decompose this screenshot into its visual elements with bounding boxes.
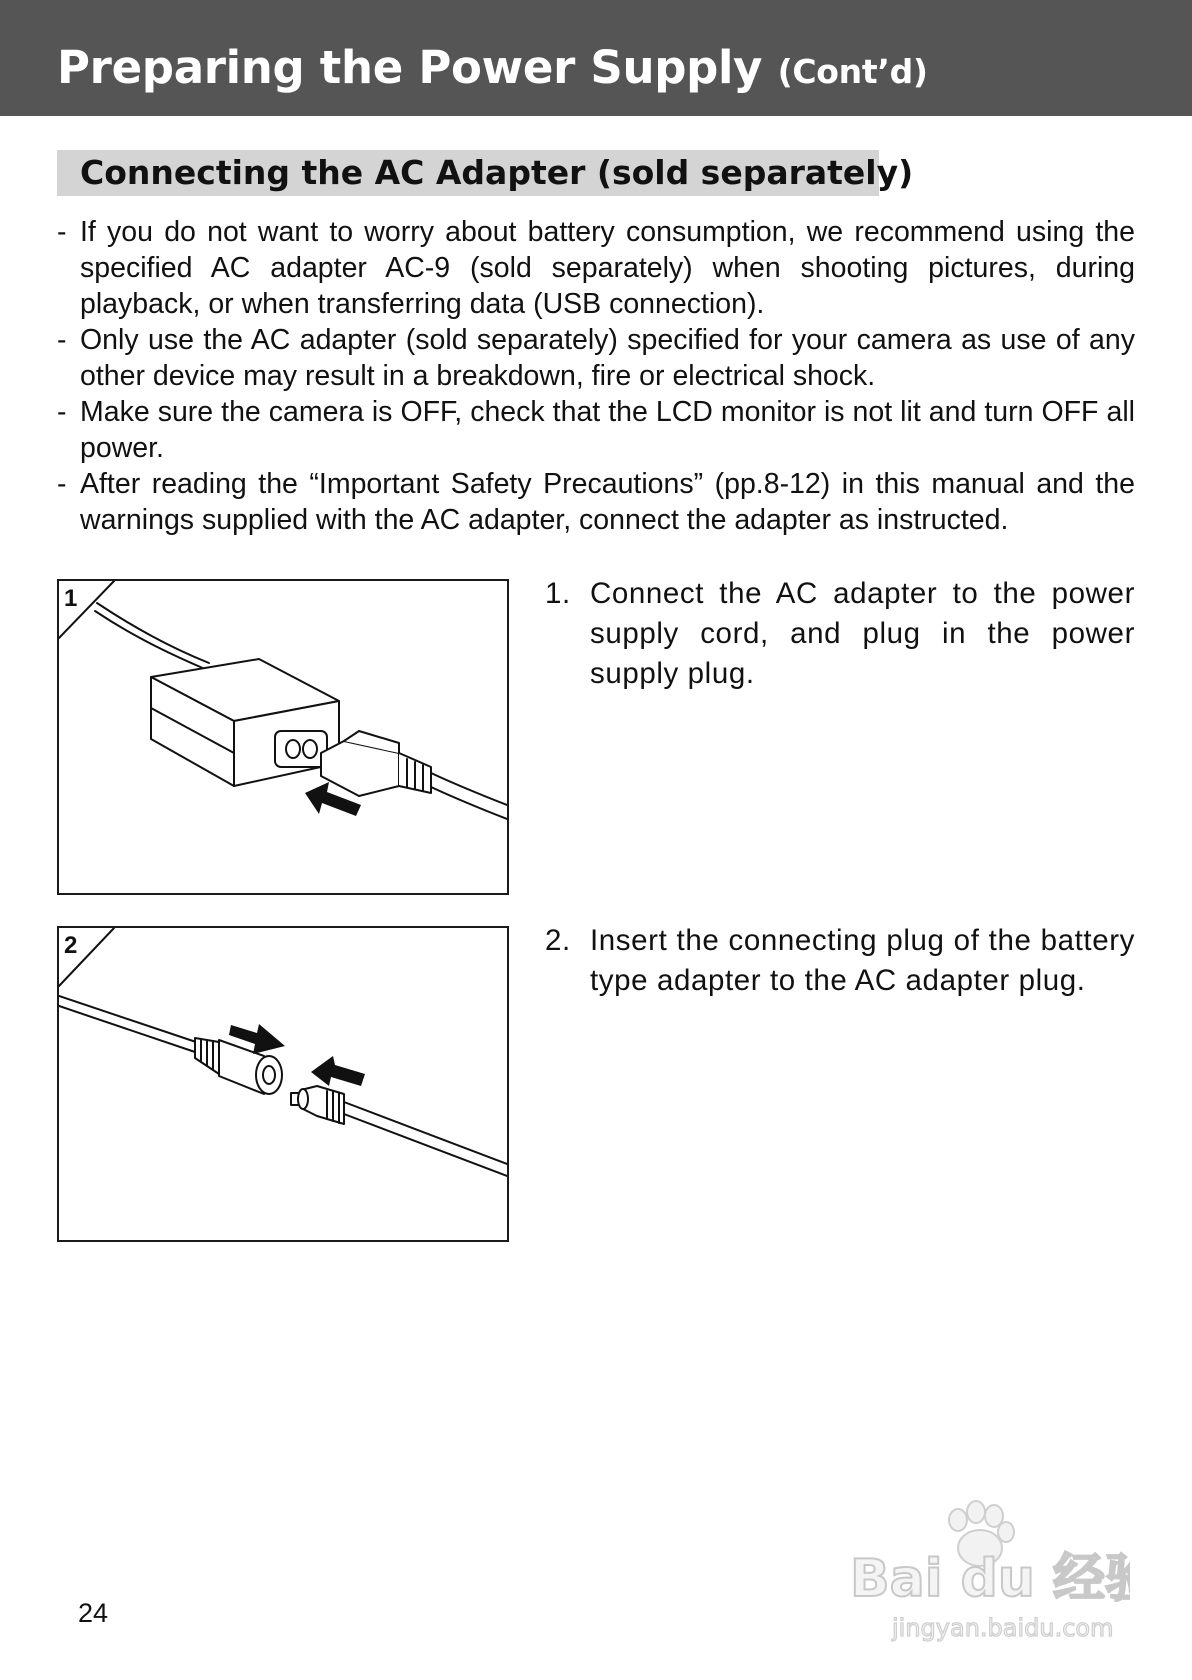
note-item (57, 214, 1135, 322)
notes-list (57, 214, 1135, 538)
power-cord (431, 773, 507, 805)
note-item (57, 466, 1135, 538)
step-text: Connect the AC adapter to the power supply cord, and plug in the power supply plug. (590, 577, 1135, 690)
page-title-text: Preparing the Power Supply (57, 41, 763, 94)
step-number: 2. (545, 924, 571, 957)
baidu-paw-logo (840, 1490, 1130, 1650)
figure-1-ac-adapter (57, 579, 509, 895)
step-number: 1. (545, 577, 571, 610)
insert-arrow-right (311, 1056, 365, 1086)
figure-number: 2 (64, 932, 78, 959)
watermark-brand: Bai du 经验 (850, 1549, 1130, 1609)
bullet-dash: - (57, 216, 67, 248)
step-2 (545, 921, 1135, 1001)
ac-adapter-cord (344, 1102, 507, 1164)
note-text: If you do not want to worry about battery consumption, we recommend using the specified AC adapter AC-9 (sold separately) when shooting pictures, during playback, or when transferring data (USB connection). (80, 216, 1135, 320)
adapter-cord-top (97, 603, 209, 663)
socket-opening (256, 1056, 282, 1094)
step-1 (545, 574, 1135, 694)
page-number: 24 (78, 1598, 109, 1628)
battery-adapter-cord (59, 996, 199, 1043)
ac-adapter-illustration (59, 581, 507, 893)
page-header (0, 0, 1192, 116)
figure-number: 1 (64, 585, 78, 612)
bullet-dash: - (57, 396, 67, 428)
plug-connection-illustration (59, 928, 507, 1240)
section-heading: Connecting the AC Adapter (sold separately) (80, 153, 914, 192)
note-text: Make sure the camera is OFF, check that the LCD monitor is not lit and turn OFF all power. (80, 396, 1135, 464)
page-title (57, 40, 928, 100)
note-text: Only use the AC adapter (sold separately) specified for your camera as use of any other device may result in a breakdown, fire or electrical shock. (80, 324, 1135, 392)
note-text: After reading the “Important Safety Precautions” (pp.8-12) in this manual and the warnings supplied with the AC adapter, connect the adapter as instructed. (80, 468, 1135, 536)
section-heading-bar (57, 150, 914, 196)
step-text: Insert the connecting plug of the battery type adapter to the AC adapter plug. (590, 924, 1135, 997)
baidu-watermark (840, 1490, 1130, 1650)
watermark-url: jingyan.baidu.com (892, 1614, 1114, 1642)
bullet-dash: - (57, 324, 67, 356)
figure-2-plug-connection (57, 926, 509, 1242)
bullet-dash: - (57, 468, 67, 500)
note-item (57, 322, 1135, 394)
page-title-suffix: (Cont’d) (777, 52, 928, 91)
note-item (57, 394, 1135, 466)
